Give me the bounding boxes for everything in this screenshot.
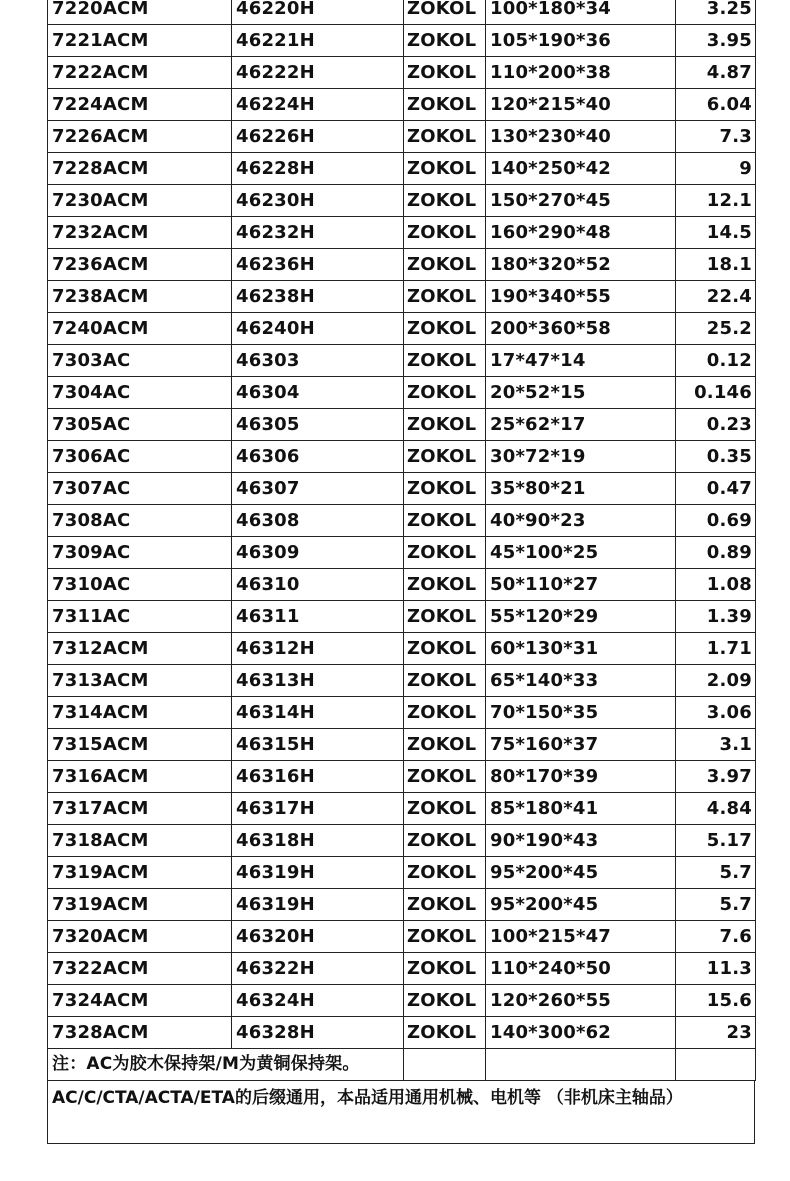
table-row xyxy=(48,313,756,345)
model-cell: 7308AC xyxy=(48,505,232,537)
brand-cell: ZOKOL xyxy=(404,985,486,1017)
empty-cell xyxy=(486,1049,676,1081)
model-cell: 7318ACM xyxy=(48,825,232,857)
model-cell: 7232ACM xyxy=(48,217,232,249)
model-cell: 7320ACM xyxy=(48,921,232,953)
bearing-table-body xyxy=(48,0,756,1081)
code-cell: 46310 xyxy=(232,569,404,601)
table-row xyxy=(48,793,756,825)
brand-cell: ZOKOL xyxy=(404,57,486,89)
weight-cell: 15.6 xyxy=(676,985,756,1017)
dimension-cell: 45*100*25 xyxy=(486,537,676,569)
model-cell: 7221ACM xyxy=(48,25,232,57)
brand-cell: ZOKOL xyxy=(404,921,486,953)
table-row xyxy=(48,473,756,505)
brand-cell: ZOKOL xyxy=(404,409,486,441)
brand-cell: ZOKOL xyxy=(404,633,486,665)
code-cell: 46306 xyxy=(232,441,404,473)
brand-cell: ZOKOL xyxy=(404,25,486,57)
model-cell: 7224ACM xyxy=(48,89,232,121)
brand-cell: ZOKOL xyxy=(404,377,486,409)
dimension-cell: 17*47*14 xyxy=(486,345,676,377)
table-row xyxy=(48,25,756,57)
dimension-cell: 75*160*37 xyxy=(486,729,676,761)
weight-cell: 0.89 xyxy=(676,537,756,569)
dimension-cell: 25*62*17 xyxy=(486,409,676,441)
code-cell: 46232H xyxy=(232,217,404,249)
table-row xyxy=(48,57,756,89)
code-cell: 46304 xyxy=(232,377,404,409)
model-cell: 7328ACM xyxy=(48,1017,232,1049)
table-row xyxy=(48,505,756,537)
code-cell: 46322H xyxy=(232,953,404,985)
dimension-cell: 130*230*40 xyxy=(486,121,676,153)
dimension-cell: 200*360*58 xyxy=(486,313,676,345)
brand-cell: ZOKOL xyxy=(404,729,486,761)
brand-cell: ZOKOL xyxy=(404,953,486,985)
model-cell: 7220ACM xyxy=(48,0,232,25)
brand-cell: ZOKOL xyxy=(404,313,486,345)
brand-cell: ZOKOL xyxy=(404,761,486,793)
table-row xyxy=(48,377,756,409)
weight-cell: 0.23 xyxy=(676,409,756,441)
brand-cell: ZOKOL xyxy=(404,793,486,825)
brand-cell: ZOKOL xyxy=(404,665,486,697)
model-cell: 7240ACM xyxy=(48,313,232,345)
dimension-cell: 30*72*19 xyxy=(486,441,676,473)
model-cell: 7226ACM xyxy=(48,121,232,153)
code-cell: 46220H xyxy=(232,0,404,25)
brand-cell: ZOKOL xyxy=(404,569,486,601)
weight-cell: 3.95 xyxy=(676,25,756,57)
dimension-cell: 95*200*45 xyxy=(486,889,676,921)
brand-cell: ZOKOL xyxy=(404,441,486,473)
weight-cell: 7.6 xyxy=(676,921,756,953)
code-cell: 46324H xyxy=(232,985,404,1017)
model-cell: 7238ACM xyxy=(48,281,232,313)
dimension-cell: 190*340*55 xyxy=(486,281,676,313)
code-cell: 46313H xyxy=(232,665,404,697)
model-cell: 7319ACM xyxy=(48,857,232,889)
weight-cell: 23 xyxy=(676,1017,756,1049)
model-cell: 7311AC xyxy=(48,601,232,633)
model-cell: 7319ACM xyxy=(48,889,232,921)
brand-cell: ZOKOL xyxy=(404,697,486,729)
dimension-cell: 150*270*45 xyxy=(486,185,676,217)
weight-cell: 5.17 xyxy=(676,825,756,857)
weight-cell: 3.97 xyxy=(676,761,756,793)
table-row xyxy=(48,569,756,601)
empty-cell xyxy=(404,1049,486,1081)
table-row xyxy=(48,857,756,889)
table-row xyxy=(48,1017,756,1049)
model-cell: 7230ACM xyxy=(48,185,232,217)
code-cell: 46328H xyxy=(232,1017,404,1049)
model-cell: 7315ACM xyxy=(48,729,232,761)
weight-cell: 3.25 xyxy=(676,0,756,25)
weight-cell: 5.7 xyxy=(676,889,756,921)
table-row xyxy=(48,601,756,633)
model-cell: 7309AC xyxy=(48,537,232,569)
code-cell: 46314H xyxy=(232,697,404,729)
table-row xyxy=(48,889,756,921)
table-row xyxy=(48,0,756,25)
brand-cell: ZOKOL xyxy=(404,473,486,505)
dimension-cell: 35*80*21 xyxy=(486,473,676,505)
dimension-cell: 100*215*47 xyxy=(486,921,676,953)
dimension-cell: 40*90*23 xyxy=(486,505,676,537)
model-cell: 7324ACM xyxy=(48,985,232,1017)
code-cell: 46307 xyxy=(232,473,404,505)
weight-cell: 7.3 xyxy=(676,121,756,153)
weight-cell: 0.69 xyxy=(676,505,756,537)
table-row xyxy=(48,441,756,473)
weight-cell: 18.1 xyxy=(676,249,756,281)
brand-cell: ZOKOL xyxy=(404,153,486,185)
weight-cell: 0.12 xyxy=(676,345,756,377)
weight-cell: 25.2 xyxy=(676,313,756,345)
weight-cell: 0.47 xyxy=(676,473,756,505)
model-cell: 7307AC xyxy=(48,473,232,505)
weight-cell: 11.3 xyxy=(676,953,756,985)
code-cell: 46226H xyxy=(232,121,404,153)
model-cell: 7306AC xyxy=(48,441,232,473)
weight-cell: 14.5 xyxy=(676,217,756,249)
weight-cell: 4.84 xyxy=(676,793,756,825)
brand-cell: ZOKOL xyxy=(404,601,486,633)
code-cell: 46303 xyxy=(232,345,404,377)
dimension-cell: 110*200*38 xyxy=(486,57,676,89)
weight-cell: 9 xyxy=(676,153,756,185)
model-cell: 7314ACM xyxy=(48,697,232,729)
dimension-cell: 60*130*31 xyxy=(486,633,676,665)
dimension-cell: 100*180*34 xyxy=(486,0,676,25)
dimension-cell: 70*150*35 xyxy=(486,697,676,729)
brand-cell: ZOKOL xyxy=(404,345,486,377)
empty-cell xyxy=(676,1049,756,1081)
bearing-table xyxy=(47,0,756,1081)
brand-cell: ZOKOL xyxy=(404,857,486,889)
dimension-cell: 160*290*48 xyxy=(486,217,676,249)
dimension-cell: 65*140*33 xyxy=(486,665,676,697)
code-cell: 46317H xyxy=(232,793,404,825)
code-cell: 46311 xyxy=(232,601,404,633)
weight-cell: 2.09 xyxy=(676,665,756,697)
weight-cell: 12.1 xyxy=(676,185,756,217)
dimension-cell: 110*240*50 xyxy=(486,953,676,985)
code-cell: 46315H xyxy=(232,729,404,761)
table-row xyxy=(48,633,756,665)
dimension-cell: 140*300*62 xyxy=(486,1017,676,1049)
table-row xyxy=(48,345,756,377)
model-cell: 7322ACM xyxy=(48,953,232,985)
weight-cell: 3.1 xyxy=(676,729,756,761)
weight-cell: 1.39 xyxy=(676,601,756,633)
brand-cell: ZOKOL xyxy=(404,537,486,569)
bearing-spec-sheet xyxy=(47,0,755,1144)
model-cell: 7236ACM xyxy=(48,249,232,281)
table-row xyxy=(48,985,756,1017)
table-row xyxy=(48,825,756,857)
dimension-cell: 20*52*15 xyxy=(486,377,676,409)
table-row xyxy=(48,537,756,569)
model-cell: 7305AC xyxy=(48,409,232,441)
code-cell: 46221H xyxy=(232,25,404,57)
weight-cell: 6.04 xyxy=(676,89,756,121)
dimension-cell: 85*180*41 xyxy=(486,793,676,825)
weight-cell: 0.35 xyxy=(676,441,756,473)
note-row xyxy=(48,1049,756,1081)
brand-cell: ZOKOL xyxy=(404,505,486,537)
table-row xyxy=(48,665,756,697)
code-cell: 46312H xyxy=(232,633,404,665)
table-row xyxy=(48,281,756,313)
brand-cell: ZOKOL xyxy=(404,185,486,217)
weight-cell: 4.87 xyxy=(676,57,756,89)
code-cell: 46224H xyxy=(232,89,404,121)
model-cell: 7313ACM xyxy=(48,665,232,697)
code-cell: 46240H xyxy=(232,313,404,345)
weight-cell: 22.4 xyxy=(676,281,756,313)
code-cell: 46309 xyxy=(232,537,404,569)
brand-cell: ZOKOL xyxy=(404,249,486,281)
table-row xyxy=(48,761,756,793)
table-row xyxy=(48,185,756,217)
dimension-cell: 120*260*55 xyxy=(486,985,676,1017)
weight-cell: 5.7 xyxy=(676,857,756,889)
table-row xyxy=(48,953,756,985)
code-cell: 46316H xyxy=(232,761,404,793)
table-row xyxy=(48,153,756,185)
brand-cell: ZOKOL xyxy=(404,1017,486,1049)
model-cell: 7304AC xyxy=(48,377,232,409)
table-row xyxy=(48,921,756,953)
weight-cell: 1.08 xyxy=(676,569,756,601)
model-cell: 7228ACM xyxy=(48,153,232,185)
weight-cell: 3.06 xyxy=(676,697,756,729)
dimension-cell: 50*110*27 xyxy=(486,569,676,601)
code-cell: 46320H xyxy=(232,921,404,953)
weight-cell: 0.146 xyxy=(676,377,756,409)
code-cell: 46230H xyxy=(232,185,404,217)
table-row xyxy=(48,409,756,441)
code-cell: 46305 xyxy=(232,409,404,441)
model-cell: 7303AC xyxy=(48,345,232,377)
dimension-cell: 140*250*42 xyxy=(486,153,676,185)
code-cell: 46318H xyxy=(232,825,404,857)
code-cell: 46319H xyxy=(232,857,404,889)
table-row xyxy=(48,121,756,153)
table-row xyxy=(48,217,756,249)
brand-cell: ZOKOL xyxy=(404,89,486,121)
table-row xyxy=(48,697,756,729)
model-cell: 7222ACM xyxy=(48,57,232,89)
model-cell: 7316ACM xyxy=(48,761,232,793)
footer-note: AC/C/CTA/ACTA/ETA的后缀通用，本品适用通用机械、电机等 （非机床主轴品） xyxy=(47,1081,755,1144)
weight-cell: 1.71 xyxy=(676,633,756,665)
code-cell: 46222H xyxy=(232,57,404,89)
code-cell: 46228H xyxy=(232,153,404,185)
brand-cell: ZOKOL xyxy=(404,825,486,857)
dimension-cell: 95*200*45 xyxy=(486,857,676,889)
brand-cell: ZOKOL xyxy=(404,281,486,313)
dimension-cell: 180*320*52 xyxy=(486,249,676,281)
dimension-cell: 90*190*43 xyxy=(486,825,676,857)
table-row xyxy=(48,89,756,121)
model-cell: 7312ACM xyxy=(48,633,232,665)
model-cell: 7310AC xyxy=(48,569,232,601)
dimension-cell: 105*190*36 xyxy=(486,25,676,57)
brand-cell: ZOKOL xyxy=(404,889,486,921)
brand-cell: ZOKOL xyxy=(404,0,486,25)
table-row xyxy=(48,729,756,761)
dimension-cell: 80*170*39 xyxy=(486,761,676,793)
dimension-cell: 120*215*40 xyxy=(486,89,676,121)
dimension-cell: 55*120*29 xyxy=(486,601,676,633)
note-cell: 注：AC为胶木保持架/M为黄铜保持架。 xyxy=(48,1049,404,1081)
code-cell: 46319H xyxy=(232,889,404,921)
code-cell: 46308 xyxy=(232,505,404,537)
code-cell: 46236H xyxy=(232,249,404,281)
brand-cell: ZOKOL xyxy=(404,121,486,153)
code-cell: 46238H xyxy=(232,281,404,313)
model-cell: 7317ACM xyxy=(48,793,232,825)
brand-cell: ZOKOL xyxy=(404,217,486,249)
table-row xyxy=(48,249,756,281)
